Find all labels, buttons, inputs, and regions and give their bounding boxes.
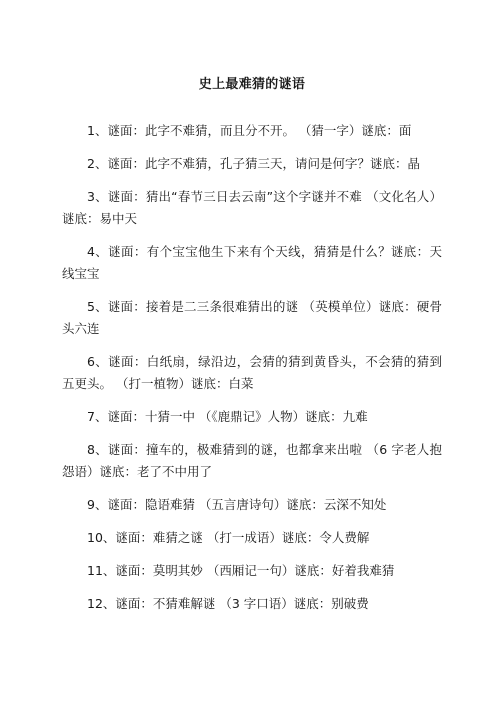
riddle-item: 5、谜面：接着是二三条很难猜出的谜 （英模单位）谜底：硬骨头六连 (62, 299, 442, 336)
riddle-item: 9、谜面：隐语难猜 （五言唐诗句）谜底：云深不知处 (87, 497, 387, 512)
riddle-item: 12、谜面：不猜难解谜 （3 字口语）谜底：别破费 (87, 596, 369, 611)
riddle-item: 1、谜面：此字不难猜，而且分不开。 （猜一字）谜底：面 (87, 123, 412, 138)
riddle-item: 7、谜面：十猜一中 （《鹿鼎记》人物）谜底：九难 (87, 409, 368, 424)
riddle-item: 2、谜面：此字不难猜，孔子猜三天，请问是何字？谜底：晶 (87, 156, 420, 171)
riddle-item: 11、谜面：莫明其妙 （西厢记一句）谜底：好着我难猜 (87, 563, 395, 578)
document-title: 史上最难猜的谜语 (198, 77, 306, 92)
riddle-item: 6、谜面：白纸扇，绿沿边，会猜的猜到黄昏头，不会猜的猜到五更头。 （打一植物）谜底：白菜 (62, 354, 442, 391)
riddle-list (62, 120, 442, 615)
riddle-item: 3、谜面：猜出“春节三日去云南”这个字谜并不难 （文化名人）谜底：易中天 (62, 189, 442, 226)
riddle-item: 4、谜面：有个宝宝他生下来有个天线，猜猜是什么？谜底：天线宝宝 (62, 244, 442, 281)
riddle-item: 8、谜面：撞车的，极难猜到的谜，也都拿来出啦 （6 字老人抱怨语）谜底：老了不中用了 (62, 442, 442, 479)
riddle-item: 10、谜面：难猜之谜 （打一成语）谜底：令人费解 (87, 530, 370, 545)
